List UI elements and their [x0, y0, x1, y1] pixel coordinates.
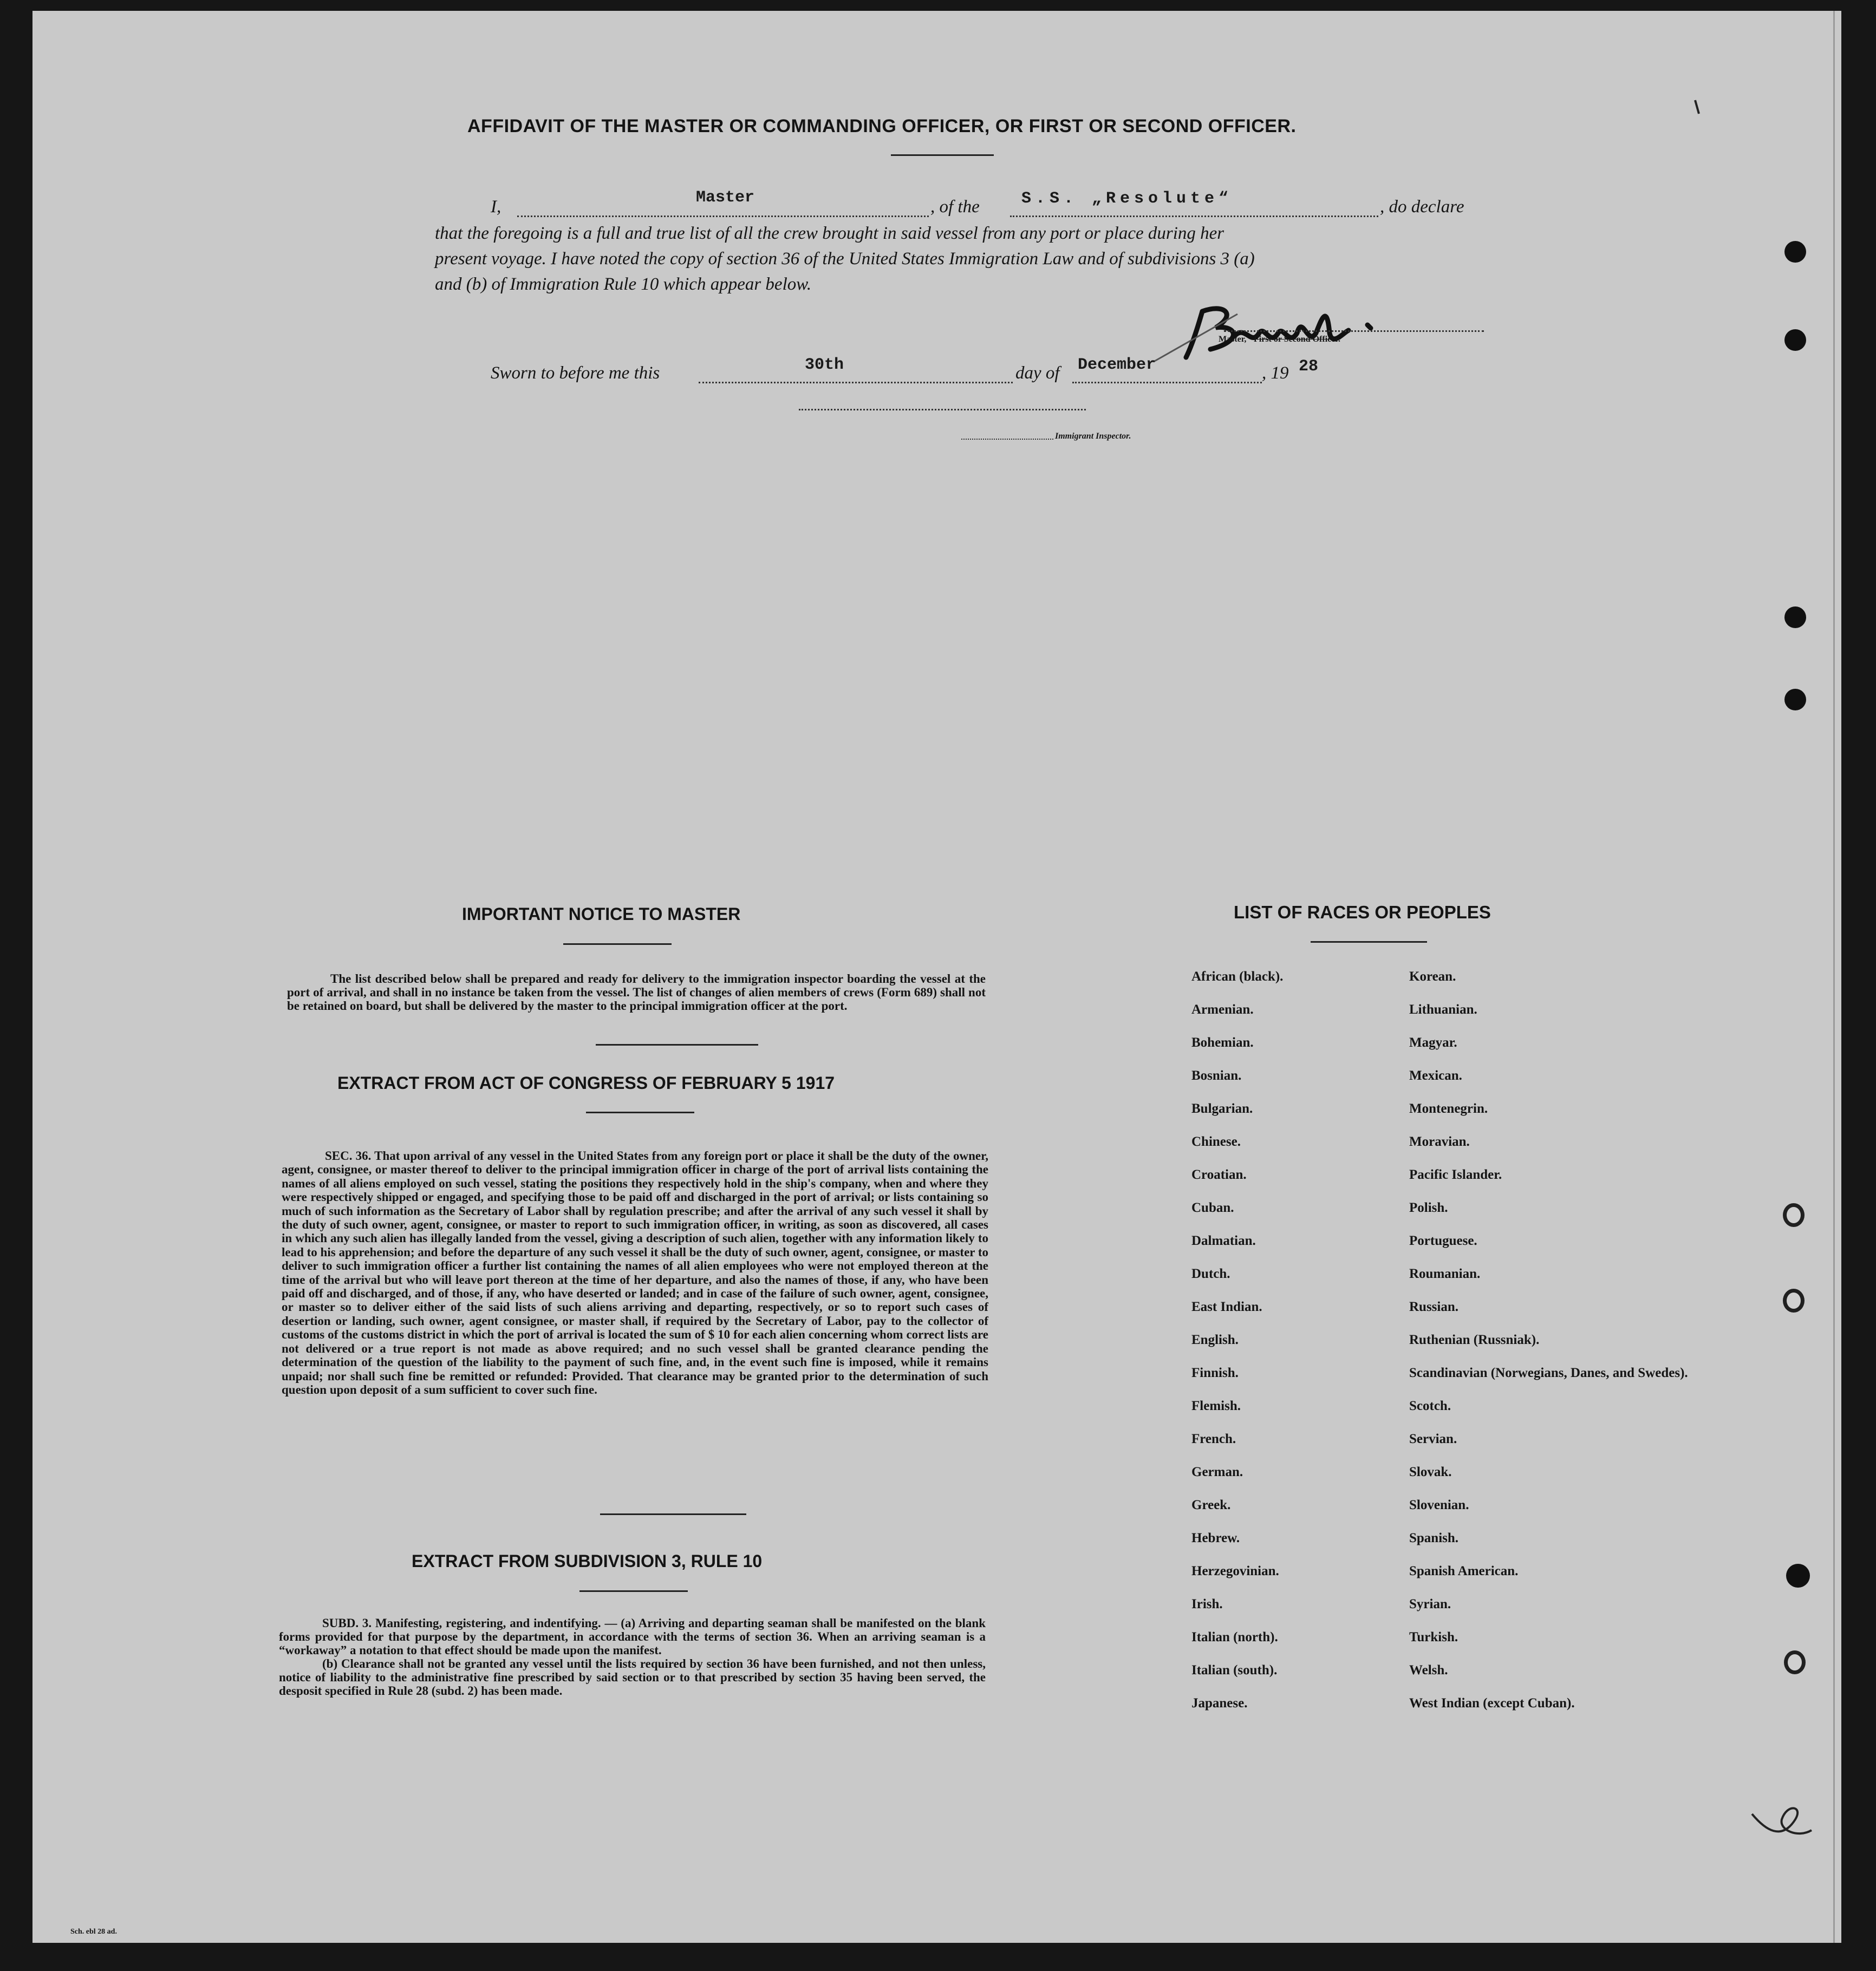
race-item-right: West Indian (except Cuban).: [1409, 1696, 1575, 1711]
race-item-right: Scandinavian (Norwegians, Danes, and Swedes).: [1409, 1366, 1688, 1380]
binder-hole: [1784, 606, 1806, 628]
notice-title-rule: [563, 943, 672, 945]
race-item-left: Herzegovinian.: [1191, 1564, 1279, 1578]
act-extract-text: SEC. 36. That upon arrival of any vessel in the United States from any foreign port or place it shall be the duty of the owner, agent, consignee, or master thereof to deliver to the principal immigration officer in charge of the port of arrival lists containing the names of all aliens employed on such vessel, stating the positions they respectively hold in the ship's company, when and where they were respectively shipped or engaged, and specifying those to be paid off and discharged in the port of arrival; or lists containing so much of such information as the Secretary of Labor shall by regulation prescribe; and after the arrival of any such vessel it shall by the duty of such owner, agent, consignee, or master to report to such immigration officer, in writing, as soon as discovered, all cases in which any such alien has illegally landed from the vessel, giving a description of such alien, together with any information likely to lead to his apprehension; and before the departure of any such vessel it shall be the duty of such owner, agent, consignee, or master to deliver to such immigration officer a further list containing the names of all alien employees who were not employed thereon at the time of the arrival but who will leave port thereon at the time of her departure, and also the names of those, if any, who have been paid off and discharged, and of those, if any, who have deserted or landed; and in case of the failure of such owner, agent, consignee, or master so to deliver either of the said lists of such aliens arriving and departing, respectively, or so to report such cases of desertion or landing, such owner, agent consignee, or master shall, if required by the Secretary of Labor, pay to the collector of customs of the customs district in which the port of arrival is located the sum of $ 10 for each alien concerning whom correct lists are not delivered or a true report is not made as above required; and no such vessel shall be granted clearance pending the determination of the question of the liability to the payment of such fine, and, in the event such fine is imposed, while it remains unpaid; nor shall such fine be remitted or refunded: Provided. That clearance may be granted prior to the determination of such question upon deposit of a sum sufficient to cover such fine.: [282, 1149, 988, 1396]
notice-text: The list described below shall be prepared and ready for delivery to the immigration inspector boarding the vessel at the port of arrival, and shall in no instance be taken from the vessel. The list of changes of alien members of crews (Form 689) shall not be retained on board, but shall be delivered by the master to the principal immigration officer at the port.: [287, 972, 986, 1013]
race-item-left: East Indian.: [1191, 1300, 1262, 1314]
race-item-right: Turkish.: [1409, 1630, 1458, 1644]
act-extract-end-rule: [600, 1513, 746, 1515]
race-item-left: Armenian.: [1191, 1002, 1254, 1017]
vessel-value: S.S. „Resolute“: [1021, 190, 1233, 208]
binder-hole: [1786, 1564, 1810, 1588]
inspector-label: Immigrant Inspector.: [1055, 432, 1131, 441]
race-item-right: Magyar.: [1409, 1035, 1457, 1050]
affidavit-body-line: and (b) of Immigration Rule 10 which appear below.: [435, 275, 812, 294]
signature-caption-struck: First or Second Officer.: [1254, 335, 1340, 344]
race-item-left: Dutch.: [1191, 1267, 1230, 1281]
race-item-left: Bosnian.: [1191, 1068, 1242, 1083]
inspector-caption-line: [961, 439, 1053, 440]
sworn-prefix: Sworn to before me this: [491, 363, 660, 383]
race-item-left: Cuban.: [1191, 1200, 1234, 1215]
races-title-rule: [1311, 941, 1427, 943]
bleed-through-text: [357, 103, 377, 136]
race-item-right: Servian.: [1409, 1432, 1457, 1446]
race-item-left: German.: [1191, 1465, 1243, 1479]
race-item-left: English.: [1191, 1333, 1239, 1347]
race-item-right: Spanish American.: [1409, 1564, 1519, 1578]
sheet-edge: [1833, 11, 1835, 1943]
race-item-left: Japanese.: [1191, 1696, 1248, 1711]
race-item-right: Moravian.: [1409, 1134, 1470, 1149]
race-item-right: Montenegrin.: [1409, 1101, 1488, 1116]
race-item-right: Slovenian.: [1409, 1498, 1469, 1512]
race-item-left: African (black).: [1191, 969, 1284, 984]
race-item-left: Croatian.: [1191, 1167, 1247, 1182]
sworn-day-value: 30th: [805, 356, 844, 374]
act-extract-title-rule: [586, 1112, 694, 1113]
tick-mark: [1692, 97, 1703, 119]
race-item-left: Bulgarian.: [1191, 1101, 1253, 1116]
vessel-field-line: [1010, 216, 1378, 217]
race-item-left: Flemish.: [1191, 1399, 1241, 1413]
race-item-right: Slovak.: [1409, 1465, 1452, 1479]
declaration-prefix: I,: [491, 197, 501, 217]
race-item-right: Ruthenian (Russniak).: [1409, 1333, 1540, 1347]
inspector-signature-line: [799, 409, 1086, 410]
document-page: [32, 11, 1841, 1943]
race-item-right: Spanish.: [1409, 1531, 1459, 1545]
race-item-left: Italian (north).: [1191, 1630, 1278, 1644]
races-title: LIST OF RACES OR PEOPLES: [1234, 902, 1491, 922]
binder-hole: [1783, 1203, 1805, 1227]
rule-extract-title-rule: [579, 1590, 688, 1592]
race-item-right: Roumanian.: [1409, 1267, 1481, 1281]
day-of-label: day of: [1015, 363, 1060, 383]
act-extract-title: EXTRACT FROM ACT OF CONGRESS OF FEBRUARY 5 1917: [337, 1073, 835, 1093]
rank-value: Master: [696, 188, 755, 207]
binder-hole: [1784, 329, 1806, 351]
race-item-left: Bohemian.: [1191, 1035, 1254, 1050]
race-item-left: Chinese.: [1191, 1134, 1241, 1149]
sworn-month-line: [1072, 382, 1262, 383]
rule-extract-text: [279, 1616, 986, 1698]
signature-caption-master: Master,: [1219, 335, 1247, 344]
notice-title: IMPORTANT NOTICE TO MASTER: [462, 904, 741, 924]
sworn-day-line: [699, 382, 1013, 383]
master-signature: [1121, 282, 1489, 368]
of-the-label: , of the: [930, 197, 980, 217]
sworn-month-value: December: [1078, 356, 1156, 374]
race-item-left: Dalmatian.: [1191, 1233, 1256, 1248]
binder-hole: [1784, 689, 1806, 710]
notice-rule: [596, 1044, 758, 1046]
race-item-right: Scotch.: [1409, 1399, 1451, 1413]
affidavit-title-rule: [891, 154, 994, 156]
year-prefix: , 19: [1262, 363, 1289, 383]
binder-hole: [1783, 1289, 1805, 1313]
race-item-left: Hebrew.: [1191, 1531, 1240, 1545]
race-item-right: Lithuanian.: [1409, 1002, 1477, 1017]
form-code: Sch. ebl 28 ad.: [70, 1928, 117, 1936]
margin-mark: [1749, 1798, 1814, 1846]
race-item-right: Portuguese.: [1409, 1233, 1477, 1248]
race-item-left: Finnish.: [1191, 1366, 1239, 1380]
rule-extract-title: EXTRACT FROM SUBDIVISION 3, RULE 10: [412, 1551, 763, 1571]
binder-hole: [1784, 1650, 1806, 1674]
do-declare-label: , do declare: [1380, 197, 1464, 217]
race-item-right: Korean.: [1409, 969, 1456, 984]
affidavit-title: AFFIDAVIT OF THE MASTER OR COMMANDING OFFICER, OR FIRST OR SECOND OFFICER.: [467, 116, 1297, 136]
race-item-right: Syrian.: [1409, 1597, 1451, 1611]
race-item-right: Welsh.: [1409, 1663, 1448, 1678]
binder-hole: [1784, 241, 1806, 263]
race-item-right: Mexican.: [1409, 1068, 1462, 1083]
race-item-right: Russian.: [1409, 1300, 1459, 1314]
race-item-left: Italian (south).: [1191, 1663, 1278, 1678]
race-item-right: Pacific Islander.: [1409, 1167, 1502, 1182]
race-item-left: Greek.: [1191, 1498, 1231, 1512]
races-left-column: [1191, 969, 1386, 1729]
rank-field-line: [517, 216, 929, 217]
signature-line: [1224, 330, 1484, 332]
race-item-right: Polish.: [1409, 1200, 1448, 1215]
race-item-left: French.: [1191, 1432, 1236, 1446]
year-value: 28: [1299, 357, 1319, 376]
affidavit-body-line: present voyage. I have noted the copy of section 36 of the United States Immigration Law and of subdivisions 3 (a): [435, 249, 1255, 269]
rule-extract-para-a: SUBD. 3. Manifesting, registering, and indentifying. — (a) Arriving and departing seaman shall be manifested on the blank forms provided for that purpose by the department, in accordance with the terms of section 36. When an arriving seaman is a “workaway” a notation to that effect should be made upon the manifest.: [279, 1616, 986, 1657]
race-item-left: Irish.: [1191, 1597, 1223, 1611]
races-right-column: [1409, 969, 1688, 1729]
rule-extract-para-b: (b) Clearance shall not be granted any vessel until the lists required by section 36 have been furnished, and not then unless, notice of liability to the administrative fine prescribed by said section or to that prescribed by section 35 having been served, the desposit specified in Rule 28 (subd. 2) has been made.: [279, 1657, 986, 1698]
affidavit-body-line: that the foregoing is a full and true list of all the crew brought in said vessel from any port or place during her: [435, 224, 1224, 243]
